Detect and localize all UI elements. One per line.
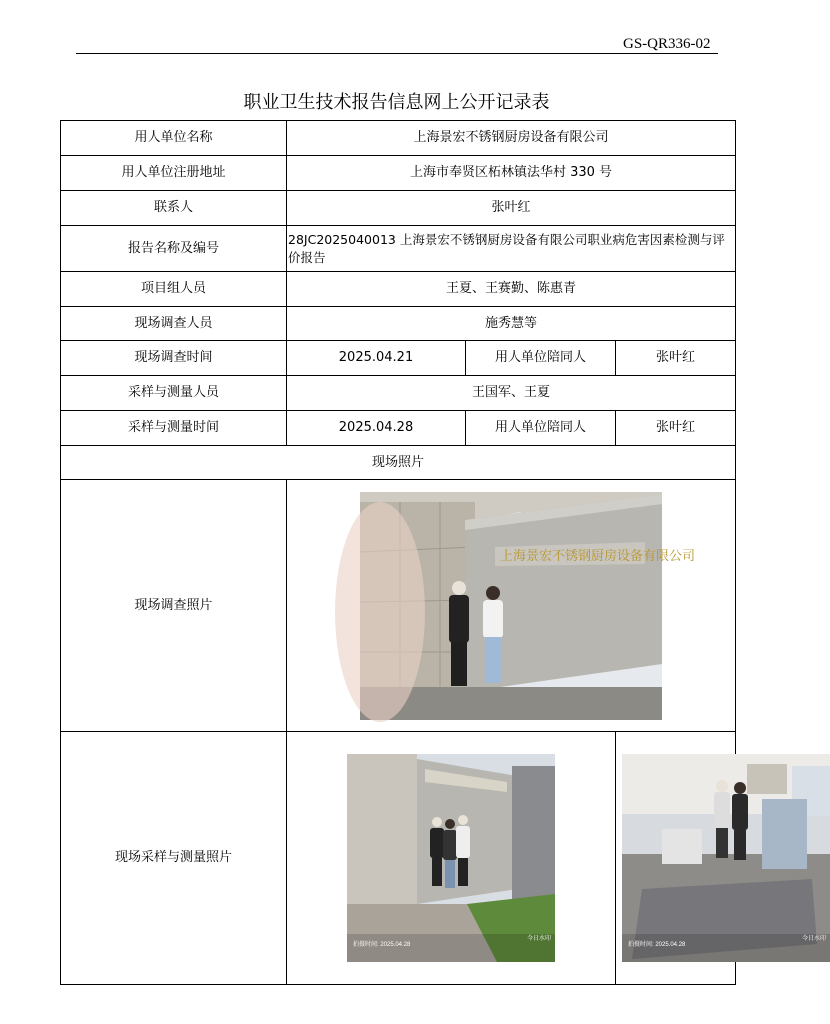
record-table	[60, 120, 826, 985]
survey-photo-image	[360, 492, 696, 720]
sampling-photo-cell-1	[287, 732, 616, 985]
photos-header: 现场照片	[61, 446, 736, 480]
sampling-photo-1	[347, 754, 555, 962]
row-sampling-time	[61, 411, 736, 446]
survey-photo-cell	[287, 480, 736, 732]
row-survey-photo	[61, 480, 736, 732]
sampling-photo-2-time-stamp: 拍摄时间: 2025.04.28	[628, 942, 686, 948]
value-sampling-staff: 王国军、王夏	[287, 376, 736, 411]
header-rule	[76, 53, 718, 54]
label-team: 项目组人员	[61, 272, 287, 307]
label-employer-address: 用人单位注册地址	[61, 156, 287, 191]
label-survey-time: 现场调查时间	[61, 341, 287, 376]
row-sampling-staff	[61, 376, 736, 411]
survey-photo-person-2	[483, 586, 503, 683]
label-sampling-time: 采样与测量时间	[61, 411, 287, 446]
label-employer-name: 用人单位名称	[61, 121, 287, 156]
value-contact: 张叶红	[287, 191, 736, 226]
value-survey-time: 2025.04.21	[287, 341, 466, 376]
sampling-photo-cell-2	[616, 732, 826, 985]
sampling-photo-1-time-stamp: 拍摄时间: 2025.04.28	[353, 942, 411, 948]
value-employer-name: 上海景宏不锈钢厨房设备有限公司	[287, 121, 736, 156]
label-sampling-photos: 现场采样与测量照片	[61, 732, 287, 985]
label-sampling-companion: 用人单位陪同人	[466, 411, 616, 446]
survey-photo-person-1	[449, 581, 469, 686]
sampling-photo-1-app-stamp: 今日水印	[526, 936, 551, 942]
row-team	[61, 272, 736, 307]
sampling-photo-1-image	[347, 754, 555, 962]
label-survey-staff: 现场调查人员	[61, 307, 287, 341]
row-employer-name	[61, 121, 736, 156]
document-code: GS-QR336-02	[623, 36, 711, 52]
row-survey-time	[61, 341, 736, 376]
row-sampling-photos	[61, 732, 736, 985]
label-report: 报告名称及编号	[61, 226, 287, 272]
label-survey-photo: 现场调查照片	[61, 480, 287, 732]
value-employer-address: 上海市奉贤区柘林镇法华村 330 号	[287, 156, 736, 191]
sampling-photo-2	[622, 754, 830, 962]
label-sampling-staff: 采样与测量人员	[61, 376, 287, 411]
value-report: 28JC2025040013 上海景宏不锈钢厨房设备有限公司职业病危害因素检测与评价报告	[287, 226, 736, 272]
row-report	[61, 226, 736, 272]
sampling-photo-2-image	[622, 754, 830, 962]
value-sampling-time: 2025.04.28	[287, 411, 466, 446]
row-contact	[61, 191, 736, 226]
row-photos-header	[61, 446, 736, 480]
survey-photo-sign: 上海景宏不锈钢厨房设备有限公司	[500, 548, 696, 564]
value-survey-staff: 施秀慧等	[287, 307, 736, 341]
row-survey-staff	[61, 307, 736, 341]
value-sampling-companion: 张叶红	[616, 411, 736, 446]
sampling-photo-2-app-stamp: 今日水印	[801, 936, 826, 942]
survey-photo	[360, 492, 696, 720]
value-survey-companion: 张叶红	[616, 341, 736, 376]
page-title: 职业卫生技术报告信息网上公开记录表	[243, 92, 550, 113]
value-team: 王夏、王赛勤、陈惠青	[287, 272, 736, 307]
label-survey-companion: 用人单位陪同人	[466, 341, 616, 376]
label-contact: 联系人	[61, 191, 287, 226]
row-employer-address	[61, 156, 736, 191]
